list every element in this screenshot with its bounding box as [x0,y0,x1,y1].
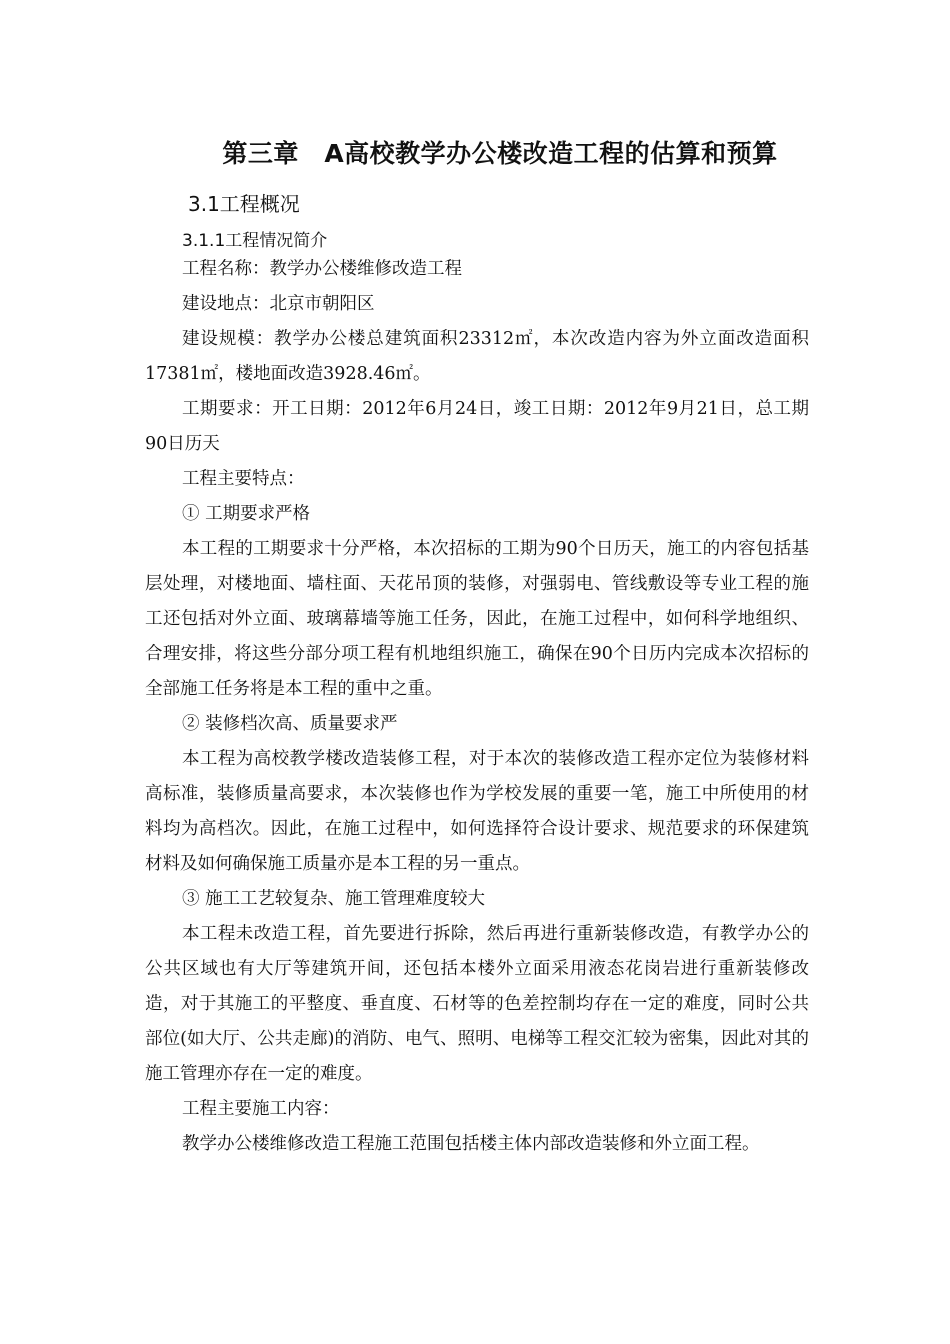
paragraph-schedule: 工期要求：开工日期：2012年6月24日，竣工日期：2012年9月21日，总工期90日历天 [145,399,809,454]
paragraph-feature-3-heading: ③ 施工工艺较复杂、施工管理难度较大 [182,889,486,909]
paragraph-location: 建设地点：北京市朝阳区 [182,294,375,314]
paragraph-features-heading: 工程主要特点： [182,469,305,489]
paragraph-content-heading: 工程主要施工内容： [182,1099,340,1119]
paragraph-project-name: 工程名称：教学办公楼维修改造工程 [182,259,462,279]
paragraph-feature-2-heading: ② 装修档次高、质量要求严 [182,714,398,734]
chapter-title: 第三章 A高校教学办公楼改造工程的估算和预算 [222,139,778,168]
paragraph-feature-2-body: 本工程为高校教学楼改造装修工程，对于本次的装修改造工程亦定位为装修材料高标准，装修质量高要求，本次装修也作为学校发展的重要一笔，施工中所使用的材料均为高档次。因此，在施工过程中，如何选择符合设计要求、规范要求的环保建筑材料及如何确保施工质量亦是本工程的另一重点。 [145,749,809,874]
paragraph-feature-3-body: 本工程未改造工程，首先要进行拆除，然后再进行重新装修改造，有教学办公的公共区域也有大厅等建筑开间，还包括本楼外立面采用液态花岗岩进行重新装修改造，对于其施工的平整度、垂直度、石材等的色差控制均存在一定的难度，同时公共部位(如大厅、公共走廊)的消防、电气、照明、电梯等工程交汇较为密集，因此对其的施工管理亦存在一定的难度。 [145,924,809,1084]
subsection-title: 3.1.1工程情况简介 [182,231,328,251]
paragraph-feature-1-heading: ① 工期要求严格 [182,504,311,524]
paragraph-feature-1-body: 本工程的工期要求十分严格，本次招标的工期为90个日历天，施工的内容包括基层处理，对楼地面、墙柱面、天花吊顶的装修，对强弱电、管线敷设等专业工程的施工还包括对外立面、玻璃幕墙等施工任务，因此，在施工过程中，如何科学地组织、合理安排，将这些分部分项工程有机地组织施工，确保在90个日历内完成本次招标的全部施工任务将是本工程的重中之重。 [145,539,809,699]
paragraph-content-body: 教学办公楼维修改造工程施工范围包括楼主体内部改造装修和外立面工程。 [182,1134,760,1154]
section-title: 3.1工程概况 [188,192,300,216]
body-text [145,252,809,1162]
paragraph-scale: 建设规模：教学办公楼总建筑面积23312㎡，本次改造内容为外立面改造面积17381㎡，楼地面改造3928.46㎡。 [145,329,809,384]
